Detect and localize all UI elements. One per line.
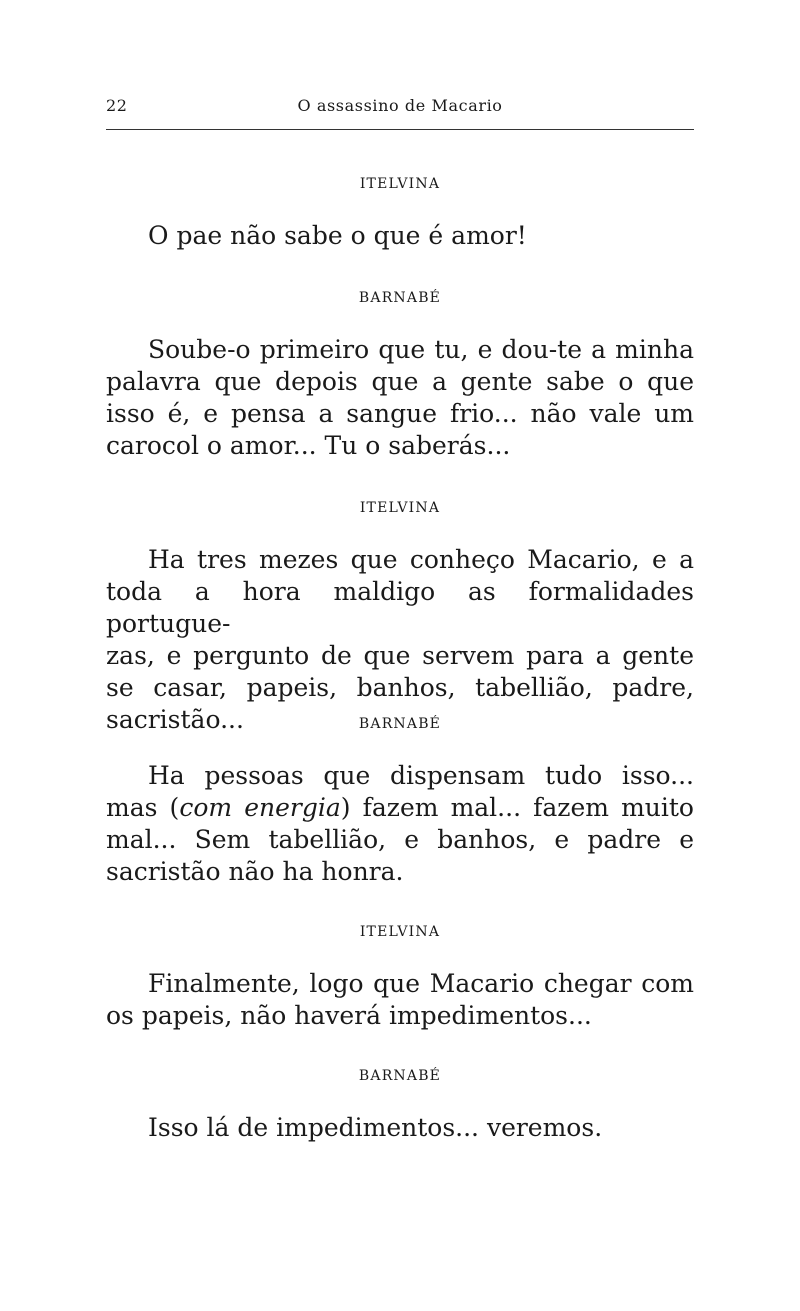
speaker-label: BARNABÉ: [358, 716, 442, 732]
speech-line: os papeis, não haverá impedimentos...: [106, 1001, 592, 1030]
speaker-label: BARNABÉ: [358, 290, 442, 306]
speaker-label: ITELVINA: [359, 924, 441, 940]
speech-block: [106, 220, 694, 252]
speech-text: mas (: [106, 793, 180, 822]
page-header: [106, 96, 694, 126]
speech-line: Ha pessoas que dispensam tudo isso...: [148, 761, 694, 790]
speech-line: se casar, papeis, banhos, tabellião, padre,: [106, 673, 694, 702]
speech-line: [106, 792, 694, 824]
speaker-label: BARNABÉ: [358, 1068, 442, 1084]
speech-line: toda a hora maldigo as formalidades portugue-: [106, 577, 694, 638]
speech-line: isso é, e pensa a sangue frio... não vale um: [106, 399, 694, 428]
speech-block: [106, 968, 694, 1032]
book-page: [106, 0, 694, 1311]
speech-block: [106, 334, 694, 462]
speaker-label: ITELVINA: [359, 500, 441, 516]
speech-line: Ha tres mezes que conheço Macario, e a: [148, 545, 694, 574]
speech-line: sacristão não ha honra.: [106, 857, 404, 886]
speech-line: zas, e pergunto de que servem para a gente: [106, 641, 694, 670]
speech-line: Finalmente, logo que Macario chegar com: [148, 969, 694, 998]
running-title: O assassino de Macario: [297, 96, 503, 115]
speech-line: palavra que depois que a gente sabe o que: [106, 367, 694, 396]
speech-block: [106, 544, 694, 736]
speech-line: mal... Sem tabellião, e banhos, e padre e: [106, 825, 694, 854]
speech-block: [106, 760, 694, 888]
speech-text: ) fazem mal... fazem muito: [340, 793, 694, 822]
speech-line: sacristão...: [106, 705, 244, 734]
speech-block: [106, 1112, 694, 1144]
header-rule: [106, 129, 694, 130]
speech-line: O pae não sabe o que é amor!: [148, 221, 527, 250]
stage-direction: com energia: [179, 793, 341, 822]
speaker-label: ITELVINA: [359, 176, 441, 192]
speech-line: carocol o amor... Tu o saberás...: [106, 431, 511, 460]
page-number: 22: [106, 96, 128, 115]
speech-line: Isso lá de impedimentos... veremos.: [148, 1113, 603, 1142]
speech-line: Soube-o primeiro que tu, e dou-te a minha: [148, 335, 694, 364]
